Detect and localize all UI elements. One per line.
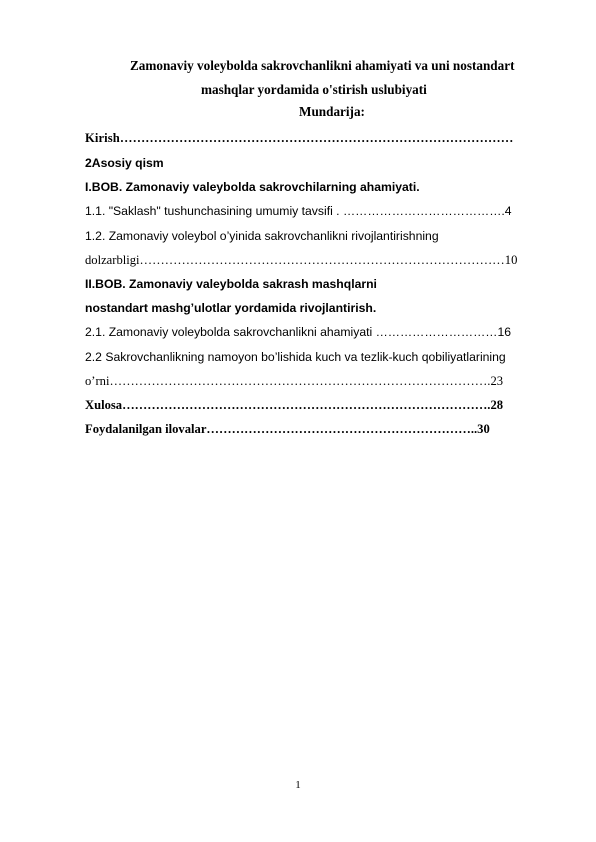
toc-entry-xulosa: Xulosa…………………………………………………………………………….28 (85, 398, 504, 412)
toc-entry-1-2-line-1: 1.2. Zamonaviy voleybol o’yinida sakrovchanlikni rivojlantirishning (85, 229, 439, 243)
toc-entry-bob-2-line-2: nostandart mashg’ulotlar yordamida rivojlantirish. (85, 301, 377, 315)
doc-title-line-1: Zamonaviy voleybolda sakrovchanlikni ahamiyati va uni nostandart (130, 58, 515, 73)
toc-entry-bob-2-line-1: II.BOB. Zamonaviy valeybolda sakrash mashqlarni (85, 277, 377, 291)
doc-title-line-2: mashqlar yordamida o'stirish uslubiyati (201, 82, 427, 97)
toc-entry-bob-1: I.BOB. Zamonaviy valeybolda sakrovchilarning ahamiyati. (85, 180, 420, 194)
toc-entry-1-1: 1.1. "Saklash" tushunchasining umumiy tavsifi . ………………………………….4 (85, 204, 512, 218)
toc-entry-foydalanilgan-ilovalar: Foydalanilgan ilovalar………………………………………………………..30 (85, 422, 490, 436)
toc-heading: Mundarija: (299, 104, 365, 119)
toc-entry-kirish: Kirish………………………………………………………………………………… (85, 131, 514, 145)
toc-entry-asosiy-qism: 2Asosiy qism (85, 156, 164, 170)
page-number: 1 (295, 779, 301, 791)
toc-entry-1-2-line-2: dolzarbligi……………………………………………………………………………10 (85, 253, 518, 267)
toc-entry-2-2-line-2: o’rni……………………………………………………………………………….23 (85, 374, 504, 388)
toc-entry-2-2-line-1: 2.2 Sakrovchanlikning namoyon bo’lishida kuch va tezlik-kuch qobiliyatlarining (85, 350, 506, 364)
toc-entry-2-1: 2.1. Zamonaviy voleybolda sakrovchanlikni ahamiyati …………………………16 (85, 325, 512, 339)
